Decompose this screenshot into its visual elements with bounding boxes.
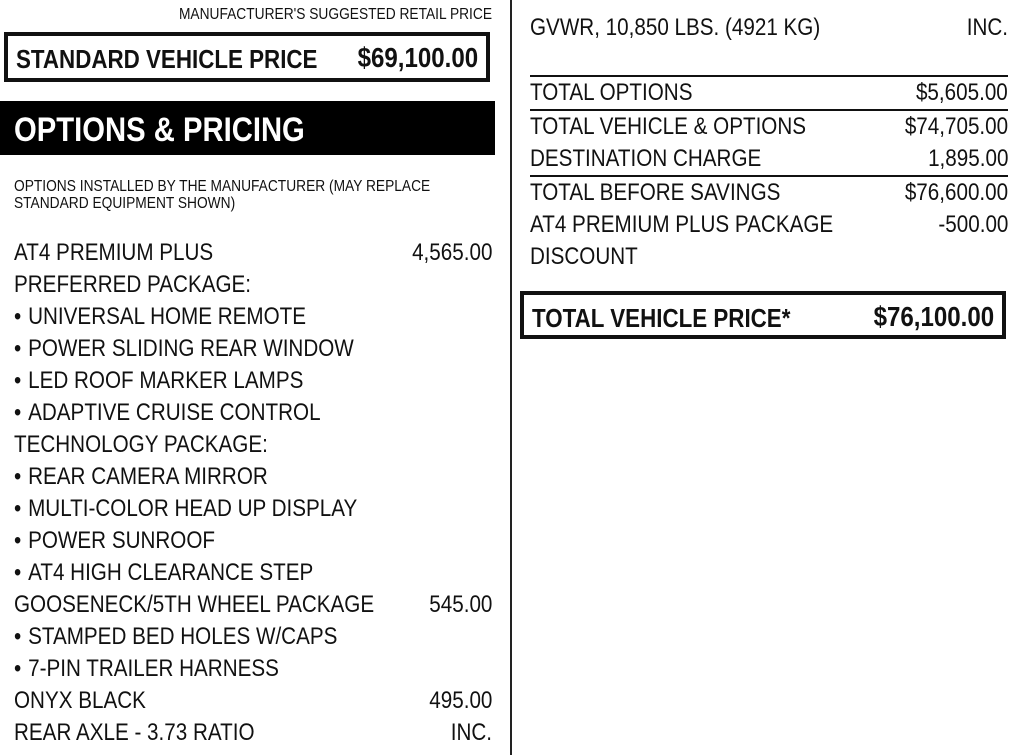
summary-row bbox=[530, 75, 1008, 109]
summary-label: AT4 PREMIUM PLUS PACKAGE bbox=[530, 211, 834, 238]
option-name: ONYX BLACK bbox=[14, 687, 146, 714]
option-row bbox=[14, 301, 492, 333]
option-name: REAR AXLE - 3.73 RATIO bbox=[14, 719, 255, 746]
option-row bbox=[14, 333, 492, 365]
option-row bbox=[14, 717, 492, 749]
price-summary bbox=[530, 75, 1008, 273]
total-price-value: $76,100.00 bbox=[873, 301, 994, 332]
option-name: • ADAPTIVE CRUISE CONTROL bbox=[14, 399, 321, 426]
option-name: • MULTI-COLOR HEAD UP DISPLAY bbox=[14, 495, 358, 522]
option-name: • 7-PIN TRAILER HARNESS bbox=[14, 655, 279, 682]
option-name: • POWER SLIDING REAR WINDOW bbox=[14, 335, 354, 362]
options-pricing-title: OPTIONS & PRICING bbox=[14, 111, 305, 149]
summary-row bbox=[530, 143, 1008, 175]
summary-value: $74,705.00 bbox=[904, 113, 1008, 140]
option-row bbox=[14, 685, 492, 717]
summary-label: TOTAL VEHICLE & OPTIONS bbox=[530, 113, 807, 140]
installed-options-note: OPTIONS INSTALLED BY THE MANUFACTURER (MAY REPLACE STANDARD EQUIPMENT SHOWN) bbox=[14, 178, 431, 212]
option-name: • POWER SUNROOF bbox=[14, 527, 216, 554]
option-row bbox=[14, 397, 492, 429]
right-column bbox=[512, 0, 1010, 755]
bullet-icon: • bbox=[14, 623, 22, 650]
summary-value: -500.00 bbox=[937, 211, 1008, 238]
standard-price-value: $69,100.00 bbox=[357, 42, 478, 73]
summary-label: TOTAL BEFORE SAVINGS bbox=[530, 179, 781, 206]
total-price-label: TOTAL VEHICLE PRICE* bbox=[532, 303, 791, 333]
bullet-icon: • bbox=[14, 303, 22, 330]
summary-label: DESTINATION CHARGE bbox=[530, 145, 762, 172]
summary-row bbox=[530, 175, 1008, 209]
option-row bbox=[14, 461, 492, 493]
option-row bbox=[14, 365, 492, 397]
option-name: • UNIVERSAL HOME REMOTE bbox=[14, 303, 307, 330]
bullet-icon: • bbox=[14, 335, 22, 362]
summary-label: TOTAL OPTIONS bbox=[530, 79, 693, 106]
gvwr-row bbox=[530, 12, 1008, 44]
option-row bbox=[14, 237, 492, 269]
summary-value: $5,605.00 bbox=[916, 79, 1008, 106]
bullet-icon: • bbox=[14, 495, 22, 522]
bullet-icon: • bbox=[14, 655, 22, 682]
option-name: GOOSENECK/5TH WHEEL PACKAGE bbox=[14, 591, 375, 618]
bullet-icon: • bbox=[14, 559, 22, 586]
options-list bbox=[14, 237, 492, 749]
standard-price-label: STANDARD VEHICLE PRICE bbox=[16, 44, 318, 74]
summary-label: DISCOUNT bbox=[530, 243, 638, 270]
option-row bbox=[14, 557, 492, 589]
option-row bbox=[14, 429, 492, 461]
bullet-icon: • bbox=[14, 463, 22, 490]
option-row bbox=[14, 589, 492, 621]
option-name: • LED ROOF MARKER LAMPS bbox=[14, 367, 304, 394]
bullet-icon: • bbox=[14, 527, 22, 554]
gvwr-label: GVWR, 10,850 LBS. (4921 KG) bbox=[530, 14, 821, 41]
summary-value: 1,895.00 bbox=[927, 145, 1008, 172]
option-price: INC. bbox=[450, 719, 492, 746]
summary-row bbox=[530, 241, 1008, 273]
standard-price-box bbox=[4, 32, 490, 82]
option-name: • STAMPED BED HOLES W/CAPS bbox=[14, 623, 338, 650]
option-row bbox=[14, 493, 492, 525]
option-price: 4,565.00 bbox=[411, 239, 492, 266]
option-row bbox=[14, 269, 492, 301]
option-row bbox=[14, 525, 492, 557]
gvwr-price: INC. bbox=[966, 14, 1008, 41]
option-price: 495.00 bbox=[428, 687, 492, 714]
option-name: • REAR CAMERA MIRROR bbox=[14, 463, 268, 490]
summary-value: $76,600.00 bbox=[904, 179, 1008, 206]
option-price: 545.00 bbox=[428, 591, 492, 618]
total-price-box bbox=[520, 291, 1006, 339]
option-row bbox=[14, 621, 492, 653]
summary-row bbox=[530, 109, 1008, 143]
option-name: PREFERRED PACKAGE: bbox=[14, 271, 252, 298]
summary-row bbox=[530, 209, 1008, 241]
bullet-icon: • bbox=[14, 367, 22, 394]
bullet-icon: • bbox=[14, 399, 22, 426]
options-pricing-banner bbox=[0, 101, 495, 155]
option-name: • AT4 HIGH CLEARANCE STEP bbox=[14, 559, 314, 586]
option-name: TECHNOLOGY PACKAGE: bbox=[14, 431, 268, 458]
option-row bbox=[14, 653, 492, 685]
option-name: AT4 PREMIUM PLUS bbox=[14, 239, 214, 266]
msrp-label: MANUFACTURER'S SUGGESTED RETAIL PRICE bbox=[178, 6, 492, 23]
